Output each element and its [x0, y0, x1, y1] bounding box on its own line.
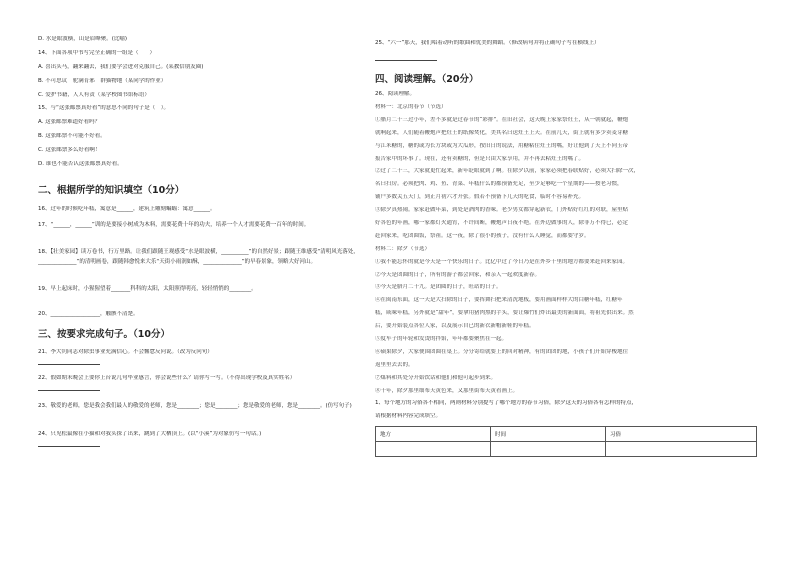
text-line: A. 喜出头马，翻来翻去，我们要学会进对克服自己。(某教信朋友圈) [38, 63, 204, 70]
passage-line: 名曰扫房。必须把肉、鸡、鱼、青菜、年糕什么的都预备充足，至少足够吃一个星期的——按老习惯， [375, 181, 623, 188]
passage-line: ⑦煤料和其处分开始饮话和他们和他可起步到来。 [375, 374, 497, 381]
q17: 17、“______，______”训的是要接小树成为木料，需要花费十年的功夫，培养一个人才需要花费一百年的时间。 [38, 221, 310, 228]
passage-line: ⑤度车子的年轮和发烫的拌馅，年年都要聚焦在一起。 [375, 336, 508, 343]
answer-line [38, 446, 100, 447]
table-cell[interactable] [606, 442, 757, 457]
text-line: B. 这张邮票不可能不好看。 [38, 133, 106, 140]
text-line: 15、与“这张邮票真好看”的意思不同的句子是（ ）。 [38, 105, 169, 112]
passage-line: 返里里去去的。 [375, 361, 414, 368]
passage-line: ③今天是腊月二十九。是团圆的日子，旺站的日子。 [375, 284, 502, 291]
passage-line: ①我不能忘怀的就是今天是一个快乐的日子。比亿中过了今日乃是在外乡千里的地方都要来赶回来家园。 [375, 258, 629, 265]
table-header-time: 时间 [491, 427, 606, 442]
passage-line: ④在闽南东面，这一天是大扫除的日子，要挥舞扫把来清洗地板，要用画面样样大的白糖年糕，红糖年 [375, 297, 623, 304]
sub-question-1: 1、每个地方的习俗各不相同，两则材料分别提写了哪个地方的春节习俗，除夕这天的习俗各有怎样的特点， [375, 400, 638, 407]
q16: 16、过年的时候吃年糕，寓意是______，建筑上雕刻蝙蝠：寓意______。 [38, 205, 216, 212]
q22: 22、假如期末晚会上要你上台说几句毕业感言，你会说些什么？请你写一写。（不得出现学校及真实姓名） [38, 374, 296, 381]
material-2-title: 材料二：除夕（节选） [375, 245, 431, 252]
q23: 23、敬爱的老师，您是我会我们最人的敬爱的老师，您是________；您是________；您是敬爱的老师，您是________。(仿写句子) [38, 402, 352, 409]
text-line: C. 爱护书籍，人人有责（某学校图书馆标语） [38, 91, 150, 98]
answer-table [375, 426, 757, 457]
material-1-title: 材料一：北京的春节（节选） [375, 104, 447, 110]
text-line: 14、下面各项中书写完全正确的一组是（ ） [38, 49, 156, 56]
passage-line: 赶回家来，吃团圆饭，祭祖。这一夜，除了很小的孩子，没有什么人睡觉，而都要守岁。 [375, 232, 590, 239]
passage-line: ⑥硕果除夕，大家便围团圆在桌上。分分寄给就要上的回对精神，有的团团的地，小孩子们开始穿梭地往 [375, 348, 629, 355]
passage-line: 就响起来，人们随着鞭炮声把灶王的纸像焚化，美其名曰送灶王上天。在前几天，街上就有多少卖麦芽糖 [375, 129, 629, 136]
passage-line: ⑧千年，除夕那里细布天黄色来，又那里街布天黄看画上。 [375, 387, 519, 394]
passage-line: 糕，咸味年糕，另外就是“甜年”，要拿用猪肉熬的芋头，要让爆竹们炸出最美的新面面，将祖先供出来。然 [375, 310, 634, 317]
table-row [376, 442, 757, 457]
q21: 21、李大钊同志对除虫事业充满信心。不会懈怠反问说。（改为反问句） [38, 348, 213, 355]
q19: 19、早上起床时，小猩猩望着_______科科的太阳，太阳照得明亮，轻轻悄悄的________。 [38, 285, 257, 292]
passage-line: ②过了二十三，大家就更忙起来，新年眨眼就到了啊。在除夕以前，家家必须把春联贴好，必须大扫除一次， [375, 168, 640, 175]
q13-14-15-options [38, 36, 390, 168]
passage-line: 后，要开始装点各位人家，以及展示自已的新衣新帽新鞋的年糕。 [375, 323, 535, 330]
text-line: D. 谁也不能否认这张邮票真好看。 [38, 161, 123, 168]
passage-line: 报告家中的坏事了。现在，还有卖糖的，但是只由大家享用，并不再去粘灶王的嘴了。 [375, 155, 585, 162]
table-row [376, 427, 757, 442]
q18: 18、【壮美家园】读万卷书，行万里路。让我们跟随王观感受“水是眼波横，__________”的自然好景；跟随王维感受“清明风光落处，______________”的清明画卷，跟随韩愈悦来大乐“天街小雨润如酥，______________”的早春景象，领略大好河山。 [38, 248, 359, 265]
right-column [375, 30, 757, 456]
text-line: C. 这张邮票多么好看啊！ [38, 147, 101, 154]
fill-in-questions [38, 206, 390, 318]
table-header-place: 地方 [376, 427, 491, 442]
table-cell[interactable] [491, 442, 606, 457]
q25: 25、“六一”那天，我们唱着动听的歌曲和优美的舞蹈。（修改病句并将正确句子写在横线上） [375, 40, 600, 46]
table-header-custom: 习俗 [606, 427, 757, 442]
left-column [38, 30, 390, 447]
passage-line: ①腊月二十三过小年，差不多就是过春节的“彩排”。在旧社会，这天晚上家家祭灶王，从一朝就起，鞭炮 [375, 116, 629, 123]
q20: 20、__________________，触骸不清楚。 [38, 310, 139, 317]
passage-line: ②今天是团圆的日子，所有的游子都会回家，和亲人一起欢度新春。 [375, 271, 541, 278]
reading-passages [375, 104, 757, 420]
passage-line: 与江米糖的，糖的或为长方块或为大瓜形，按旧日的说法，用糖粘住灶王的嘴，好让他到了天上不向玉帝 [375, 142, 629, 149]
sub-question-1-cont: 请根据材料内容完成填空。 [375, 413, 442, 420]
passage-line: 好各色的年画，哪一家都灯火通宵，不许间断，鞭炮声日夜不绝。在外边做事的人，除非万不得已，必定 [375, 220, 629, 227]
section-3-title: 三、按要求完成句子。（10分） [38, 328, 170, 340]
text-line: B. 不可思议 驼满育邪 群猫物地（某同学的作业） [38, 77, 167, 84]
passage-line: ③除夕真热闹。家家赶做年菜，到处是酒肉的香味。老少男女都穿起新衣，门外贴好红红的对联，屋里贴 [375, 207, 629, 214]
table-cell[interactable] [376, 442, 491, 457]
text-line: A. 这张邮票难道好看吗？ [38, 119, 101, 126]
section-4-title: 四、阅读理解。（20分） [375, 74, 479, 85]
section-2-title: 二、根据所学的知识填空（10分） [38, 184, 185, 196]
q24: 24、只见松鼠像在小猫和对我头探了出来，跳到了大栖顶上。(以“小溪”为对象仿写一句话。) [38, 430, 262, 437]
text-line: D. 水是眼波横，山是眉峰聚。(比喻) [38, 36, 128, 42]
answer-table-wrap [375, 426, 757, 456]
q26: 26、阅读理解。 [375, 91, 415, 97]
passage-line: 铺户多数关五天门，到正月初六才开张。假若不预备下几天的吃食，临时不容易补充。 [375, 194, 585, 201]
